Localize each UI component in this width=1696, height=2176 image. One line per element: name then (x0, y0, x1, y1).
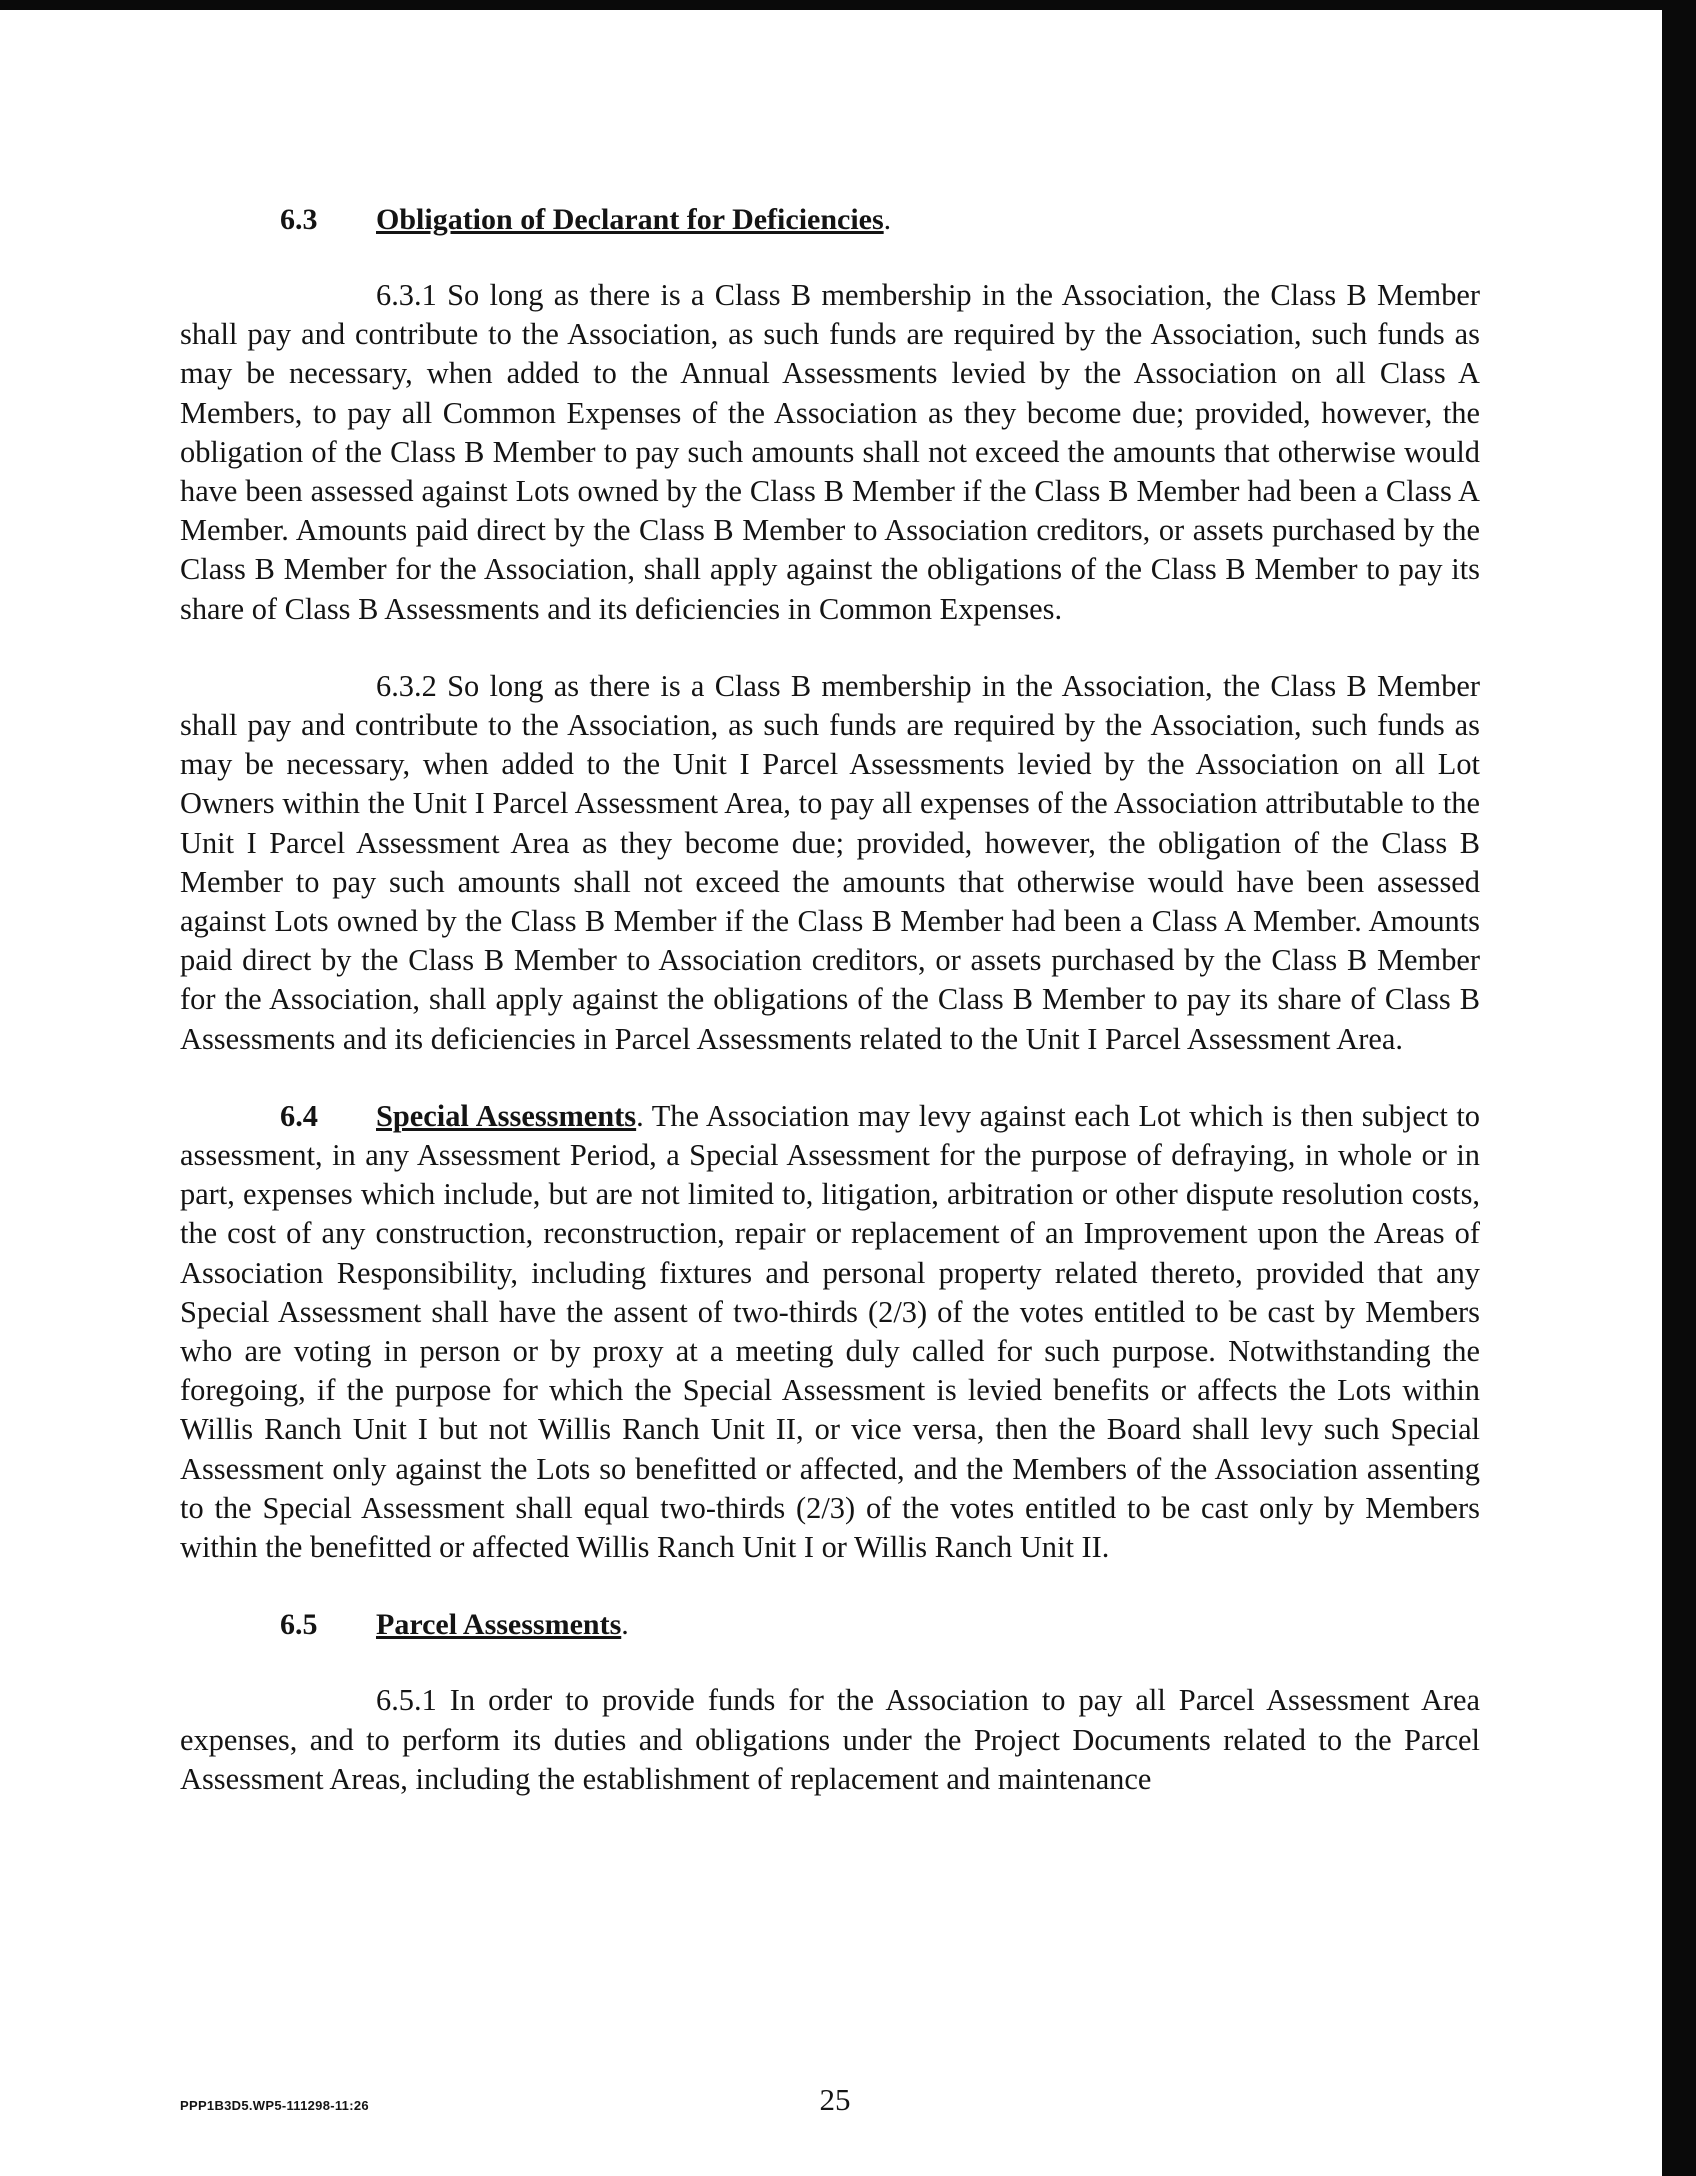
section-number: 6.5 (280, 1608, 318, 1642)
section-title: Obligation of Declarant for Deficiencies (376, 203, 884, 236)
paragraph-text: 6.3.1 So long as there is a Class B membership in the Association, the Class B Member shall pay and contribute to the Association, as such funds are required by the Association, such funds as may be necessary, when added to the Annual Assessments levied by the Association on all Class A Members, to pay all Common Expenses of the Association as they become due; provided, however, the obligation of the Class B Member to pay such amounts shall not exceed the amounts that otherwise would have been assessed against Lots owned by the Class B Member if the Class B Member had been a Class A Member. Amounts paid direct by the Class B Member to Association creditors, or assets purchased by the Class B Member for the Association, shall apply against the obligations of the Class B Member to pay its share of Class B Assessments and its deficiencies in Common Expenses. (180, 278, 1480, 626)
section-title: Special Assessments (376, 1098, 637, 1133)
section-number: 6.4 (280, 1098, 318, 1133)
paragraph-6-3-2 (180, 667, 1480, 1059)
section-6-5-heading (180, 1605, 1480, 1645)
page-number: 25 (819, 2082, 851, 2117)
section-6-3-heading (180, 200, 1480, 240)
section-6-4 (180, 1097, 1480, 1567)
paragraph-text: 6.5.1 In order to provide funds for the Association to pay all Parcel Assessment Area expenses, and to perform its duties and obligations under the Project Documents related to the Parcel Assessment Areas, including the establishment of replacement and maintenance (180, 1683, 1480, 1796)
document-page (180, 200, 1480, 1837)
paragraph-6-5-1 (180, 1681, 1480, 1799)
paragraph-6-3-1 (180, 276, 1480, 629)
scan-border-top (0, 0, 1696, 10)
section-title-punct: . (621, 1608, 629, 1642)
scan-border-right (1662, 0, 1696, 2176)
section-title-punct: . (883, 203, 892, 236)
section-title: Parcel Assessments (376, 1608, 622, 1642)
paragraph-text: 6.3.2 So long as there is a Class B membership in the Association, the Class B Member shall pay and contribute to the Association, as such funds are required by the Association, such funds as may be necessary, when added to the Unit I Parcel Assessments levied by the Association on all Lot Owners within the Unit I Parcel Assessment Area, to pay all expenses of the Association attributable to the Unit I Parcel Assessment Area as they become due; provided, however, the obligation of the Class B Member to pay such amounts shall not exceed the amounts that otherwise would have been assessed against Lots owned by the Class B Member if the Class B Member had been a Class A Member. Amounts paid direct by the Class B Member to Association creditors, or assets purchased by the Class B Member for the Association, shall apply against the obligations of the Class B Member to pay its share of Class B Assessments and its deficiencies in Parcel Assessments related to the Unit I Parcel Assessment Area. (180, 668, 1480, 1056)
paragraph-text: . The Association may levy against each Lot which is then subject to assessment, in any Assessment Period, a Special Assessment for the purpose of defraying, in whole or in part, expenses which include, but are not limited to, litigation, arbitration or other dispute resolution costs, the cost of any construction, reconstruction, repair or replacement of an Improvement upon the Areas of Association Responsibility, including fixtures and personal property related thereto, provided that any Special Assessment shall have the assent of two-thirds (2/3) of the votes entitled to be cast by Members who are voting in person or by proxy at a meeting duly called for such purpose. Notwithstanding the foregoing, if the purpose for which the Special Assessment is levied benefits or affects the Lots within Willis Ranch Unit I but not Willis Ranch Unit II, or vice versa, then the Board shall levy such Special Assessment only against the Lots so benefitted or affected, and the Members of the Association assenting to the Special Assessment shall equal two-thirds (2/3) of the votes entitled to be cast only by Members within the benefitted or affected Willis Ranch Unit I or Willis Ranch Unit II. (180, 1098, 1480, 1565)
section-number: 6.3 (280, 203, 318, 236)
document-id: PPP1B3D5.WP5-111298-11:26 (180, 2098, 369, 2113)
